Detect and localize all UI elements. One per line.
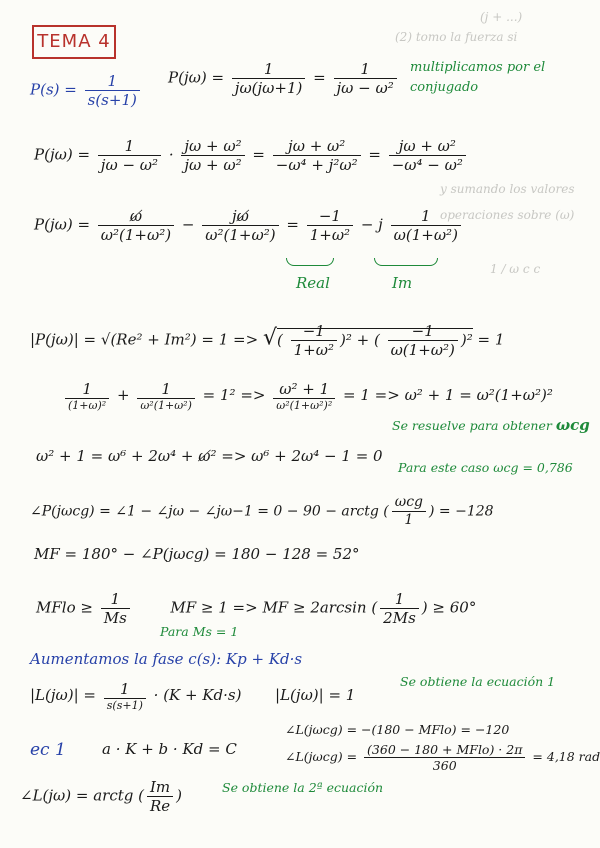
equation-rhs: = 1 => ω² + 1 = ω²(1+ω²)² <box>343 386 553 405</box>
fraction-numerator: jω + ω² <box>389 137 466 156</box>
fraction-numerator: −1 <box>307 207 353 226</box>
ps-numerator: 1 <box>85 72 140 91</box>
fraction-numerator: Im <box>147 778 173 797</box>
fraction-denominator: ω²(1+ω²) <box>205 226 276 244</box>
phase-margin-bound: MFlo ≥ $\frac{1}{Ms}$ MF ≥ 1 => MF ≥ 2arcsin ( $\frac{1}{2Ms}$ ) ≥ 60° <box>36 590 477 627</box>
mf-arcsin: MF ≥ 2arcsin <box>262 598 367 617</box>
real-brace <box>286 258 334 266</box>
equals-sign: = <box>252 145 265 164</box>
fraction <box>389 137 466 174</box>
phase-radians: = 4,18 rad <box>532 749 600 764</box>
fraction-numerator: 1 <box>101 590 130 609</box>
fraction-numerator: −1 <box>291 322 337 341</box>
pjw-label: P(jω) = <box>168 68 225 87</box>
fraction-numerator: 1 <box>65 380 109 399</box>
polynomial-equation: ω² + 1 = ω⁶ + 2ω⁴ + ω̸² => ω⁶ + 2ω⁴ − 1 = 0 <box>36 447 383 465</box>
fraction-numerator: 1 <box>380 590 419 609</box>
show-through-text: y sumando los valores <box>440 182 575 196</box>
note-multiply-conjugate: multiplicamos por el conjugado <box>410 60 546 95</box>
open-loop-magnitude <box>30 680 355 712</box>
fraction-denominator: 1+ω² <box>309 226 351 244</box>
dot-operator: · <box>168 145 174 164</box>
phase-rhs: = −128 <box>438 503 494 520</box>
pjw-expression-3 <box>34 207 464 244</box>
fraction-denominator: 1 <box>404 511 414 528</box>
note-equation-1: Se obtiene la ecuación 1 <box>400 674 556 689</box>
phase-lhs: ∠P(jωcg) = ∠1 − ∠jω − ∠jω−1 = 0 − 90 − arctg <box>30 503 379 520</box>
fraction-denominator: ω²(1+ω²) <box>140 399 192 412</box>
squared-equation <box>62 380 553 412</box>
fraction-numerator: ωcg <box>392 494 426 512</box>
radicand: ( $\frac{-1}{\text{1+ω²}}$ )² + ( $\frac{-1}{\text{ω(1+ω²)}}$ )² <box>276 322 473 359</box>
fraction-numerator: ω̸ <box>98 207 174 226</box>
fraction <box>392 494 426 529</box>
fraction <box>273 137 361 174</box>
real-part-fraction <box>307 207 353 244</box>
imag-brace <box>374 258 438 266</box>
fraction-numerator: 1 <box>334 60 397 79</box>
phase-target-deg: ∠L(jωcg) = −(180 − MFlo) = −120 <box>285 722 510 737</box>
fraction-numerator: jω + ω² <box>181 137 244 156</box>
fraction-numerator: jω + ω² <box>273 137 361 156</box>
fraction-denominator: ω²(1+ω²) <box>100 226 172 244</box>
fraction-denominator: 2Ms <box>383 609 416 627</box>
note-equation-2: Se obtiene la 2ª ecuación <box>222 780 384 795</box>
fraction <box>101 590 130 627</box>
show-through-text: (j + ...) <box>480 10 523 24</box>
fraction-denominator: ω(1+ω²) <box>393 226 458 244</box>
fraction <box>364 742 525 773</box>
pjw-expression-2 <box>34 137 469 174</box>
increase-phase-heading: Aumentamos la fase c(s): Kp + Kd·s <box>30 650 303 668</box>
controller-term: · (K + Kd·s) <box>153 686 242 705</box>
phase-lhs: ∠L(jωcg) = <box>285 749 358 764</box>
real-label: Real <box>296 274 330 292</box>
show-through-text: (2) tomo la fuerza si <box>395 30 518 44</box>
fraction-denominator: 360 <box>432 758 457 773</box>
fraction <box>202 207 278 244</box>
fraction <box>181 137 244 174</box>
fraction-denominator: −ω⁴ − ω² <box>391 156 463 174</box>
pjw-label: P(jω) = <box>34 215 91 234</box>
equation-1: a · K + b · Kd = C <box>102 740 237 758</box>
show-through-text: operaciones sobre (ω) <box>440 208 575 222</box>
ps-denominator: s(s+1) <box>87 91 137 109</box>
fraction-denominator: ω²(1+ω²)² <box>276 399 333 412</box>
arctg-lhs: ∠L(jω) = arctg <box>20 786 134 805</box>
note-ms-value: Para Ms = 1 <box>160 624 239 639</box>
fraction-numerator: 1 <box>98 137 161 156</box>
fraction <box>98 207 174 244</box>
fraction-denominator: jω − ω² <box>336 79 394 97</box>
fraction <box>65 380 109 412</box>
note-text: Se resuelve para obtener <box>392 418 552 433</box>
phase-margin-equation: MF = 180° − ∠P(jωcg) = 180 − 128 = 52° <box>34 545 360 563</box>
fraction-denominator: Ms <box>103 609 127 627</box>
ps-label: P(s) = <box>30 80 77 99</box>
im-label: Im <box>392 274 413 292</box>
fraction-numerator: 1 <box>391 207 461 226</box>
phase-target-rad <box>285 742 600 773</box>
lj-label: |L(jω)| = <box>30 686 96 705</box>
fraction-numerator: 1 <box>104 680 146 699</box>
radical-sign: √ <box>262 325 277 351</box>
fraction-denominator: jω(jω+1) <box>234 79 303 97</box>
phase-arctangent: ∠L(jω) = arctg ( $\frac{Im}{Re}$ ) <box>20 778 183 815</box>
fraction-numerator: (360 − 180 + MFlo) · 2π <box>364 742 525 758</box>
imaginary-part-fraction <box>391 207 461 244</box>
equals-sign: = <box>286 215 299 234</box>
fraction <box>104 680 146 712</box>
mf-condition: MF ≥ 1 => <box>170 598 258 617</box>
fraction-denominator: Re <box>150 797 171 815</box>
magnitude-equation <box>30 322 504 359</box>
magnitude-condition: |L(jω)| = 1 <box>275 686 356 705</box>
fraction-denominator: 1+ω² <box>293 341 334 359</box>
fraction <box>380 590 419 627</box>
note-wcg-value: Para este caso ωcg = 0,786 <box>398 460 573 475</box>
fraction <box>273 380 335 412</box>
mf-result: ≥ 60° <box>432 598 477 617</box>
fraction <box>98 137 161 174</box>
pjw-fraction-b <box>334 60 397 97</box>
fraction-denominator: jω + ω² <box>184 156 242 174</box>
pjw-label: P(jω) = <box>34 145 91 164</box>
show-through-text: 1 / ω c c <box>490 262 541 276</box>
pjw-fraction-a <box>232 60 306 97</box>
fraction <box>147 778 173 815</box>
fraction <box>291 322 337 359</box>
equals-sign: = <box>313 68 326 87</box>
magnitude-lhs: |P(jω)| = √(Re² + Im²) = 1 => <box>30 330 259 349</box>
plus-sign: + <box>116 386 130 405</box>
equals-one-squared: = 1² => <box>202 386 266 405</box>
fraction-numerator: 1 <box>137 380 195 399</box>
fraction-denominator: jω − ω² <box>100 156 159 174</box>
equals-sign: = <box>368 145 381 164</box>
note-solve-wcg <box>392 416 590 434</box>
fraction-numerator: −1 <box>388 322 458 341</box>
wcg-symbol: ωcg <box>555 416 590 434</box>
fraction <box>388 322 458 359</box>
ps-fraction <box>85 72 140 109</box>
fraction-denominator: (1+ω)² <box>68 399 107 412</box>
fraction-numerator: ω² + 1 <box>273 380 335 399</box>
page-title: TEMA 4 <box>32 25 116 59</box>
fraction-numerator: 1 <box>232 60 306 79</box>
fraction-denominator: s(s+1) <box>106 699 143 712</box>
mf-lo-label: MFlo ≥ <box>36 598 93 617</box>
equation-1-label: ec 1 <box>30 740 66 760</box>
fraction-numerator: jω̸ <box>202 207 278 226</box>
transfer-function-ps <box>30 72 143 109</box>
pjw-expression-1 <box>168 60 400 97</box>
phase-equation: ∠P(jωcg) = ∠1 − ∠jω − ∠jω−1 = 0 − 90 − arctg ( $\frac{\text{ωcg}}{1}$ ) = −128 <box>30 494 494 528</box>
minus-j: − j <box>360 215 383 234</box>
fraction-denominator: −ω⁴ + j²ω² <box>275 156 358 174</box>
equals-one: = 1 <box>477 330 505 349</box>
fraction-denominator: ω(1+ω²) <box>390 341 455 359</box>
minus-sign: − <box>181 215 195 234</box>
fraction <box>137 380 195 412</box>
